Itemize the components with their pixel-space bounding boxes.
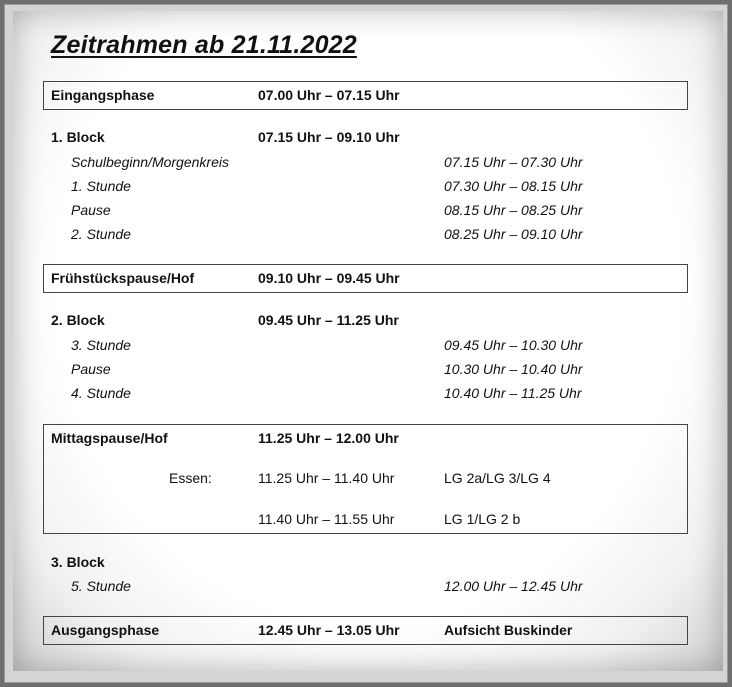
eingangsphase-time: 07.00 Uhr – 07.15 Uhr — [258, 87, 400, 103]
essen-label: Essen: — [169, 470, 212, 486]
fruehstueckspause-time: 09.10 Uhr – 09.45 Uhr — [258, 270, 400, 286]
fruehstueckspause-label: Frühstückspause/Hof — [51, 270, 195, 286]
block1-row-time: 07.30 Uhr – 08.15 Uhr — [444, 178, 583, 194]
block3-row-time: 12.00 Uhr – 12.45 Uhr — [444, 578, 583, 594]
ausgangsphase-label: Ausgangsphase — [51, 622, 160, 638]
block2-row-time: 10.30 Uhr – 10.40 Uhr — [444, 361, 583, 377]
mittagspause-label: Mittagspause/Hof — [51, 430, 168, 446]
mittagspause-time: 11.25 Uhr – 12.00 Uhr — [258, 430, 399, 446]
block2-row-label: 3. Stunde — [71, 337, 131, 353]
block2-time: 09.45 Uhr – 11.25 Uhr — [258, 312, 399, 328]
essen-group: LG 2a/LG 3/LG 4 — [444, 470, 551, 486]
block2-row-label: Pause — [71, 361, 111, 377]
eingangsphase-label: Eingangsphase — [51, 87, 155, 103]
block1-row-label: Pause — [71, 202, 111, 218]
block1-row-time: 08.15 Uhr – 08.25 Uhr — [444, 202, 583, 218]
block1-row-label: Schulbeginn/Morgenkreis — [71, 154, 229, 170]
block1-time: 07.15 Uhr – 09.10 Uhr — [258, 129, 400, 145]
block2-row-time: 10.40 Uhr – 11.25 Uhr — [444, 385, 582, 401]
essen-time: 11.40 Uhr – 11.55 Uhr — [258, 511, 395, 527]
block1-row-time: 08.25 Uhr – 09.10 Uhr — [444, 226, 583, 242]
block1-row-time: 07.15 Uhr – 07.30 Uhr — [444, 154, 583, 170]
block2-label: 2. Block — [51, 312, 105, 328]
ausgangsphase-note: Aufsicht Buskinder — [444, 622, 573, 638]
block3-label: 3. Block — [51, 554, 105, 570]
essen-time: 11.25 Uhr – 11.40 Uhr — [258, 470, 395, 486]
block2-row-time: 09.45 Uhr – 10.30 Uhr — [444, 337, 583, 353]
block2-row-label: 4. Stunde — [71, 385, 131, 401]
block1-row-label: 1. Stunde — [71, 178, 131, 194]
block3-row-label: 5. Stunde — [71, 578, 131, 594]
page-title: Zeitrahmen ab 21.11.2022 — [51, 31, 357, 59]
document-frame — [4, 4, 728, 683]
document-page — [13, 11, 723, 671]
ausgangsphase-time: 12.45 Uhr – 13.05 Uhr — [258, 622, 400, 638]
block1-row-label: 2. Stunde — [71, 226, 131, 242]
essen-group: LG 1/LG 2 b — [444, 511, 521, 527]
block1-label: 1. Block — [51, 129, 105, 145]
